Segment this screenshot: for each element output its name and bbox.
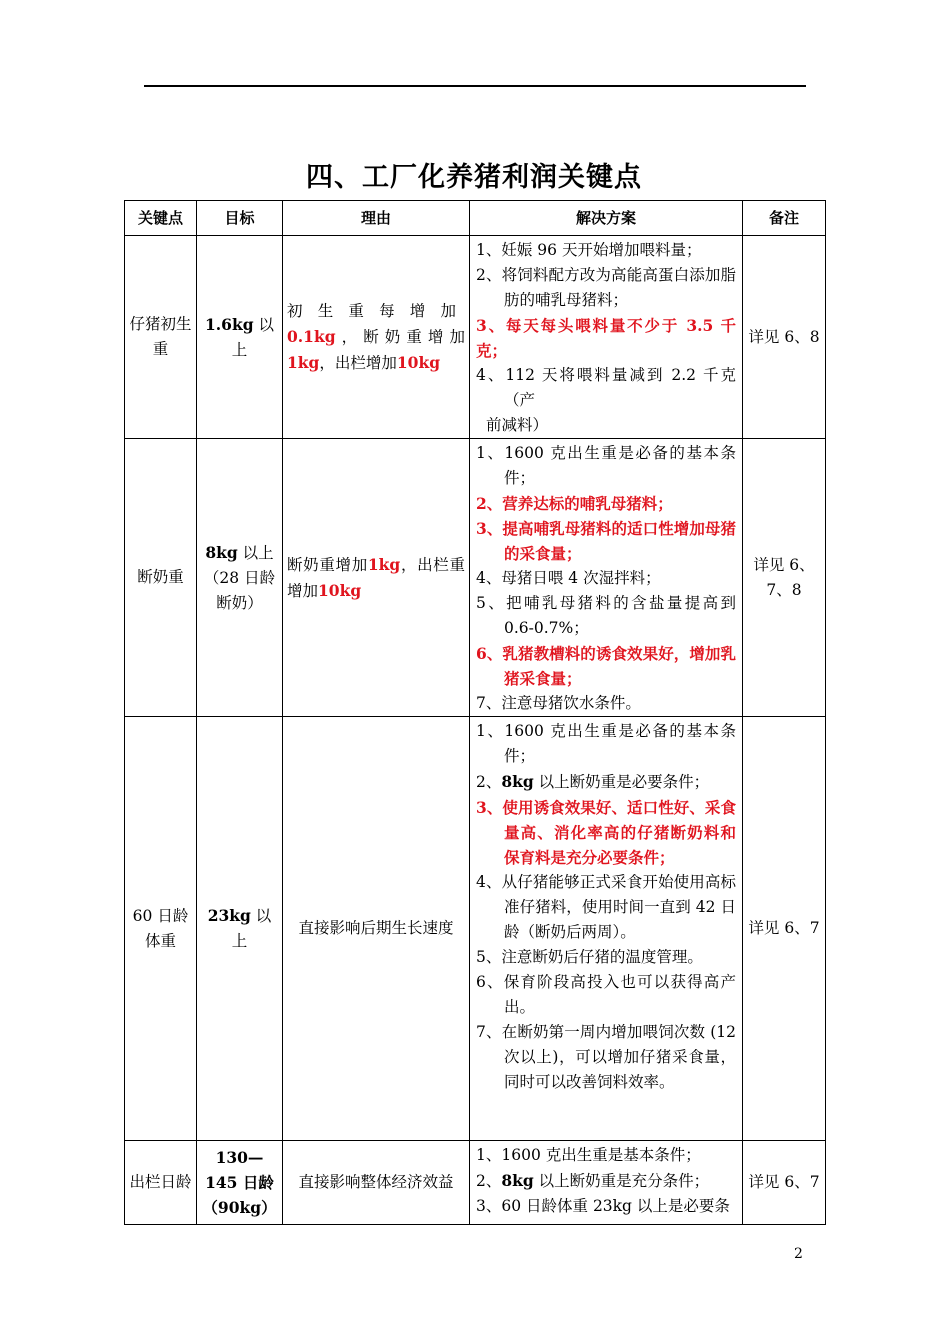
table-row [125,439,826,717]
reason-cell: 直接影响整体经济效益 [283,1141,470,1225]
reason-text: ，出栏重增加 [287,555,465,600]
note-cell: 详见 6、7、8 [743,439,826,717]
target-value: 23kg [207,906,251,925]
solution-item: 5、注意断奶后仔猪的温度管理。 [476,948,703,966]
table-header-row [125,201,826,236]
solution-item: 3、使用诱食效果好、适口性好、采食量高、消化率高的仔猪断奶料和保育料是充分必要条件； [476,798,736,867]
target-cell: 130—145 日龄（90kg） [197,1141,283,1225]
solution-item: 4、从仔猪能够正式采食开始使用高标准仔猪料，使用时间一直到 42 日龄（断奶后两周）。 [476,873,736,941]
header-key: 关键点 [125,201,197,236]
target-text: 以上 [231,315,274,359]
header-reason: 理由 [283,201,470,236]
table-row [125,1141,826,1225]
solution-item: 1、妊娠 96 天开始增加喂料量； [476,241,702,259]
reason-text: 初生重每增加 [287,301,465,320]
key-points-table [124,200,826,1225]
note-cell: 详见 6、8 [743,236,826,439]
page-title: 四、工厂化养猪利润关键点 [306,162,642,193]
reason-text: 断奶重增加 [287,555,368,574]
solution-item: 7、注意母猪饮水条件。 [476,694,641,712]
solution-item: 3、60 日龄体重 23kg 以上是必要条 [476,1197,730,1215]
solution-item: 6、保育阶段高投入也可以获得高产出。 [476,973,736,1016]
reason-value: 10kg [318,580,362,600]
note-cell: 详见 6、7 [743,1141,826,1225]
target-value: 1.6kg [205,314,254,334]
reason-cell: 直接影响后期生长速度 [283,717,470,1141]
solution-cell [470,439,743,717]
reason-value: 1kg [367,554,401,574]
reason-value: 10kg [396,352,441,372]
reason-text: ，断奶重增加 [335,327,465,346]
solution-text: 2、 [476,1172,502,1190]
solution-item: 1、1600 克出生重是必备的基本条件； [476,722,736,765]
target-cell [197,236,283,439]
solution-cell [470,1141,743,1225]
solution-value: 8kg [501,772,534,791]
header-target: 目标 [197,201,283,236]
solution-item: 5、把哺乳母猪料的含盐量提高到 0.6-0.7%； [476,594,736,637]
solution-item: 3、每天每头喂料量不少于 3.5 千克； [476,316,736,360]
solution-text: 以上断奶重是充分条件； [533,1172,710,1190]
solution-item: 4、112 天将喂料量减到 2.2 千克（产 [476,366,736,409]
reason-text: ，出栏增加 [319,353,397,372]
solution-item [476,1168,736,1194]
key-cell: 仔猪初生重 [125,236,197,439]
solution-item: 4、母猪日喂 4 次湿拌料； [476,569,661,587]
target-cell [197,717,283,1141]
solution-item: 3、提高哺乳母猪料的适口性增加母猪的采食量； [476,519,736,563]
reason-value: 1kg [287,352,320,372]
solution-cell [470,717,743,1141]
target-cell [197,439,283,717]
table-row [125,717,826,1141]
solution-item: 6、乳猪教槽料的诱食效果好，增加乳猪采食量； [476,644,736,688]
solution-item: 2、营养达标的哺乳母猪料； [476,494,673,513]
reason-cell [283,236,470,439]
key-cell: 60 日龄体重 [125,717,197,1141]
page-number: 2 [794,1246,803,1262]
solution-text: 以上断奶重是必要条件； [533,773,710,791]
header-rule [144,85,806,87]
solution-text: 2、 [476,773,502,791]
solution-item: 2、将饲料配方改为高能高蛋白添加脂肪的哺乳母猪料； [476,266,736,309]
header-note: 备注 [743,201,826,236]
solution-item: 1、1600 克出生重是基本条件； [476,1146,701,1164]
header-solution: 解决方案 [470,201,743,236]
target-text: 以上（28 日龄断奶） [203,543,276,612]
table-row [125,236,826,439]
note-cell: 详见 6、7 [743,717,826,1141]
target-value: 8kg [205,542,238,562]
reason-value: 0.1kg [287,326,336,346]
solution-item: 1、1600 克出生重是必备的基本条件； [476,444,736,487]
solution-item: 7、在断奶第一周内增加喂饲次数 (12 次以上)，可以增加仔猪采食量，同时可以改善饲料效率。 [476,1023,736,1091]
target-text: 以上 [231,907,272,950]
solution-cell [470,236,743,439]
solution-value: 8kg [501,1171,534,1190]
solution-item: 前减料） [486,416,549,434]
key-cell: 出栏日龄 [125,1141,197,1225]
solution-item [476,769,736,795]
reason-cell [283,439,470,717]
key-cell: 断奶重 [125,439,197,717]
